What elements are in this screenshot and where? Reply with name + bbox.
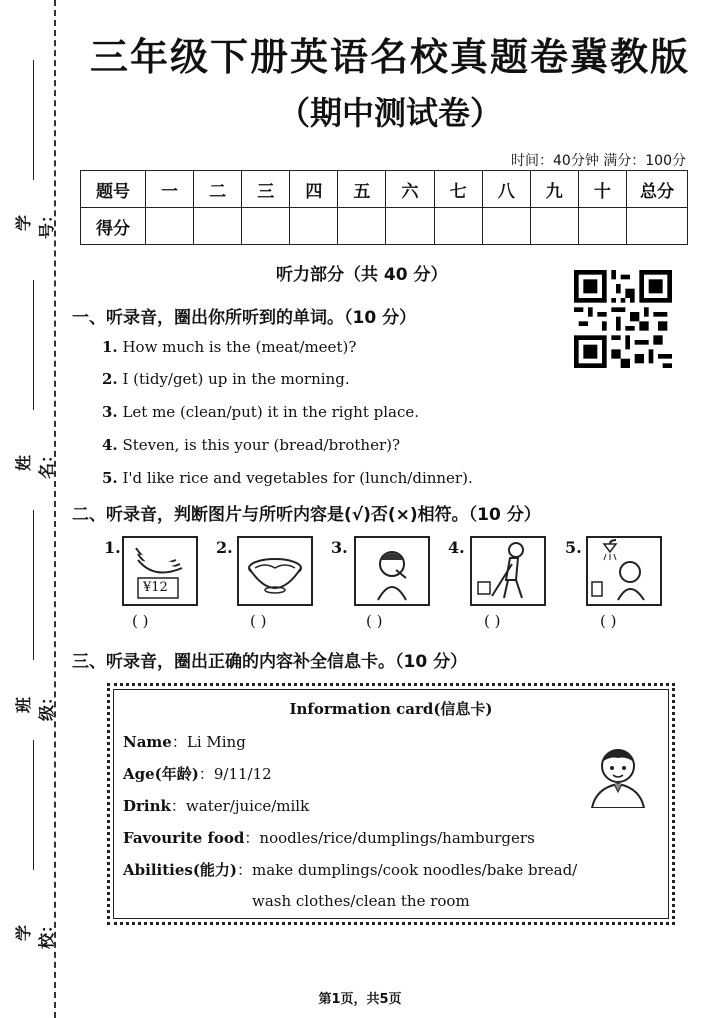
- item-number: 1.: [102, 338, 118, 356]
- score-cell-empty[interactable]: [290, 208, 338, 245]
- card-label: Age(年龄): [123, 765, 199, 783]
- page-title: 三年级下册英语名校真题卷冀教版: [89, 35, 690, 79]
- score-cell-header: 四: [290, 171, 338, 208]
- boy-showering-icon: [588, 538, 660, 604]
- score-cell-header: 二: [194, 171, 242, 208]
- score-cell-empty[interactable]: [194, 208, 242, 245]
- score-cell-empty[interactable]: [338, 208, 386, 245]
- item-number: 2.: [102, 370, 118, 388]
- side-label-class: 班级：: [14, 689, 56, 722]
- item-number: 2.: [216, 538, 233, 557]
- score-cell-header: 九: [530, 171, 578, 208]
- answer-blank[interactable]: ( ): [366, 612, 383, 630]
- score-cell-header: 五: [338, 171, 386, 208]
- qr-code-icon: [574, 270, 672, 368]
- list-item: [102, 338, 356, 356]
- score-cell-empty[interactable]: [386, 208, 434, 245]
- card-label: Abilities(能力): [123, 861, 238, 879]
- card-label: Drink: [123, 797, 171, 815]
- side-line: [33, 740, 34, 870]
- list-item: [102, 469, 473, 487]
- girl-brushing-teeth-icon: [356, 538, 428, 604]
- card-value: ：make dumplings/cook noodles/bake bread/: [237, 861, 578, 879]
- picture-frame: [586, 536, 662, 606]
- page-subtitle: （期中测试卷）: [277, 94, 502, 132]
- noodle-bowl-icon: [239, 538, 311, 604]
- card-row-continuation: wash clothes/clean the room: [252, 892, 470, 910]
- card-row-abilities: [123, 859, 577, 880]
- side-line: [33, 510, 34, 660]
- item-text: I (tidy/get) up in the morning.: [122, 370, 350, 388]
- section3-heading: 三、听录音，圈出正确的内容补全信息卡。（10 分）: [72, 652, 468, 672]
- score-cell-header: 十: [578, 171, 626, 208]
- section2-heading: 二、听录音，判断图片与所听内容是(√)否(×)相符。（10 分）: [72, 505, 541, 525]
- answer-blank[interactable]: ( ): [600, 612, 617, 630]
- score-cell-empty[interactable]: [578, 208, 626, 245]
- answer-blank[interactable]: ( ): [250, 612, 267, 630]
- exam-meta: 时间：40分钟 满分：100分: [511, 153, 686, 169]
- score-cell-header: 题号: [81, 171, 146, 208]
- card-value: ：water/juice/milk: [170, 797, 310, 815]
- item-number: 4.: [448, 538, 465, 557]
- list-item: [102, 370, 350, 388]
- item-text: Let me (clean/put) it in the right place.: [122, 403, 420, 421]
- picture-frame: [122, 536, 198, 606]
- item-text: I'd like rice and vegetables for (lunch/dinner).: [122, 469, 473, 487]
- card-row-food: [123, 827, 535, 848]
- information-card: [107, 683, 675, 925]
- answer-blank[interactable]: ( ): [484, 612, 501, 630]
- list-item: [102, 403, 419, 421]
- score-cell-header: 八: [482, 171, 530, 208]
- card-value: ：9/11/12: [198, 765, 272, 783]
- picture-frame: [237, 536, 313, 606]
- score-cell-empty[interactable]: [530, 208, 578, 245]
- score-cell-empty[interactable]: [242, 208, 290, 245]
- card-row-age: [123, 763, 272, 784]
- card-row-name: [123, 731, 246, 752]
- score-cell-empty[interactable]: [434, 208, 482, 245]
- side-label-school: 学校：: [14, 917, 56, 950]
- score-cell-empty[interactable]: [146, 208, 194, 245]
- side-line: [33, 60, 34, 180]
- list-item: [102, 436, 400, 454]
- section1-heading: 一、听录音，圈出你所听到的单词。（10 分）: [72, 308, 417, 328]
- card-label: Name: [123, 733, 172, 751]
- item-number: 3.: [102, 403, 118, 421]
- item-number: 5.: [102, 469, 118, 487]
- score-cell-header: 七: [434, 171, 482, 208]
- listening-heading: 听力部分（共 40 分）: [276, 265, 448, 285]
- score-cell-header: 总分: [627, 171, 688, 208]
- card-label: Favourite food: [123, 829, 245, 847]
- score-cell-empty[interactable]: [482, 208, 530, 245]
- item-text: How much is the (meat/meet)?: [122, 338, 357, 356]
- side-label-student-id: 学号：: [14, 207, 56, 240]
- score-table: [80, 170, 688, 245]
- score-row-label: 得分: [81, 208, 146, 245]
- side-label-name: 姓名：: [14, 447, 56, 480]
- item-number: 4.: [102, 436, 118, 454]
- card-title: Information card(信息卡): [289, 700, 493, 718]
- side-line: [33, 280, 34, 410]
- card-value: ：noodles/rice/dumplings/hamburgers: [244, 829, 535, 847]
- score-cell-header: 六: [386, 171, 434, 208]
- price-tag: ¥12: [143, 580, 168, 595]
- score-cell-empty[interactable]: [627, 208, 688, 245]
- picture-frame: [470, 536, 546, 606]
- item-number: 5.: [565, 538, 582, 557]
- boy-mopping-icon: [472, 538, 544, 604]
- binding-dashed-line: [54, 0, 56, 1018]
- item-number: 3.: [331, 538, 348, 557]
- picture-frame: [354, 536, 430, 606]
- item-number: 1.: [104, 538, 121, 557]
- card-row-drink: [123, 795, 309, 816]
- card-value: ：Li Ming: [171, 733, 246, 751]
- page-footer: 第1页，共5页: [318, 992, 402, 1007]
- item-text: Steven, is this your (bread/brother)?: [122, 436, 401, 454]
- score-cell-header: 一: [146, 171, 194, 208]
- score-table-header-row: [81, 171, 688, 208]
- score-table-score-row: [81, 208, 688, 245]
- boy-portrait-icon: [582, 738, 654, 808]
- score-cell-header: 三: [242, 171, 290, 208]
- answer-blank[interactable]: ( ): [132, 612, 149, 630]
